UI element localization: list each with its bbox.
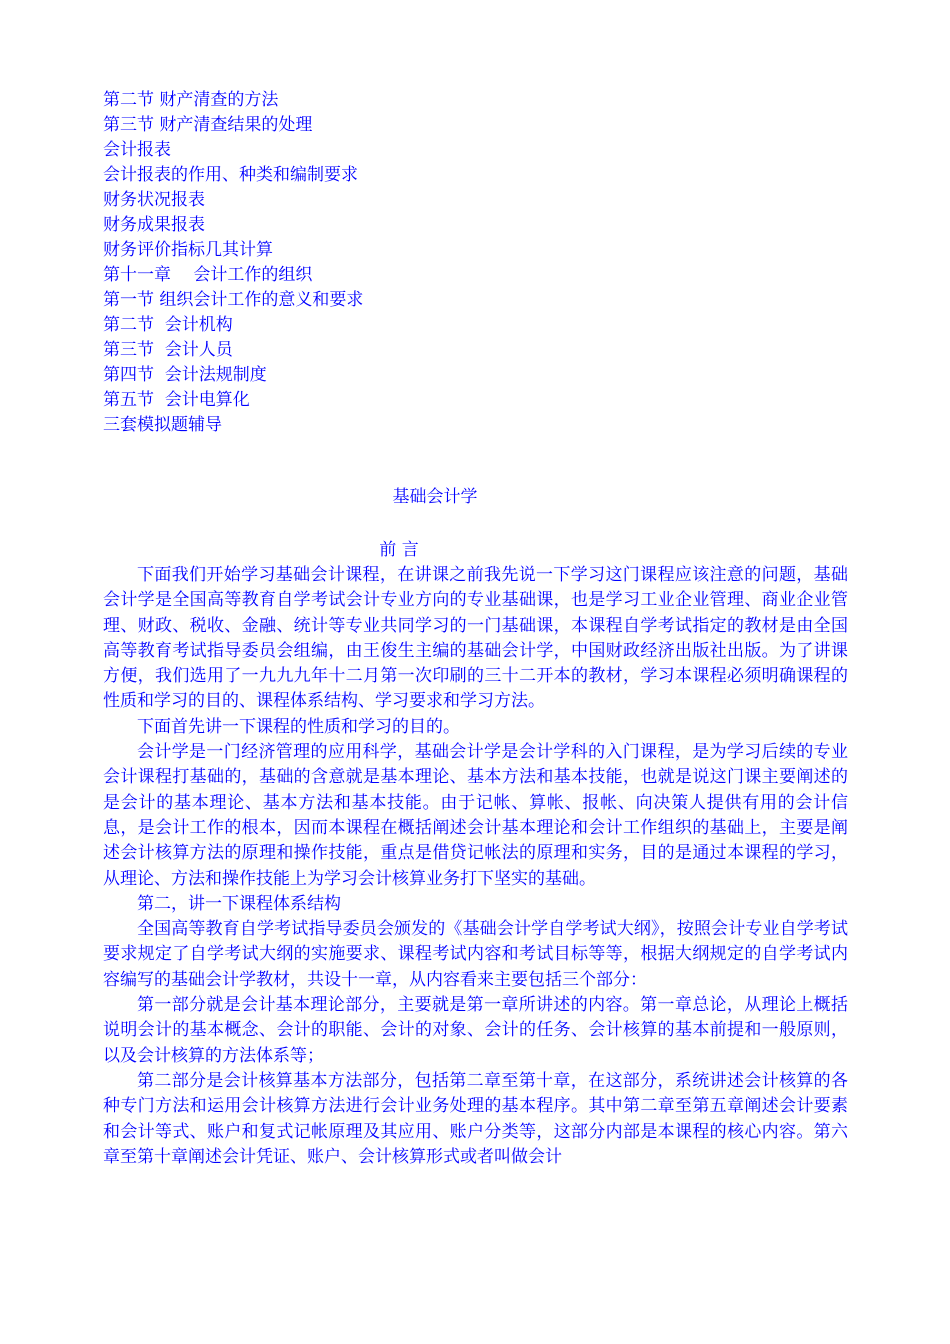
toc-item[interactable]: 财务评价指标几其计算 <box>103 240 273 260</box>
toc-item[interactable]: 第一节 组织会计工作的意义和要求 <box>103 290 364 310</box>
book-title: 基础会计学 <box>392 487 478 507</box>
toc-item[interactable]: 三套模拟题辅导 <box>103 415 222 435</box>
paragraph: 全国高等教育自学考试指导委员会颁发的《基础会计学自学考试大纲》，按照会计专业自学考试要求规定了自学考试大纲的实施要求、课程考试内容和考试目标等等，根据大纲规定的自学考试内容编写的基础会计学教材，共设十一章，从内容看来主要包括三个部分： <box>103 919 848 990</box>
paragraph: 第一部分就是会计基本理论部分，主要就是第一章所讲述的内容。第一章总论，从理论上概括说明会计的基本概念、会计的职能、会计的对象、会计的任务、会计核算的基本前提和一般原则，以及会计核算的方法体系等； <box>103 995 848 1066</box>
toc-item[interactable]: 第三节 会计人员 <box>103 340 233 360</box>
toc-item[interactable]: 会计报表的作用、种类和编制要求 <box>103 165 358 185</box>
toc-item[interactable]: 财务成果报表 <box>103 215 205 235</box>
preface-title: 前 言 <box>379 540 419 560</box>
paragraph: 下面首先讲一下课程的性质和学习的目的。 <box>137 716 460 737</box>
toc-item[interactable]: 第十一章 会计工作的组织 <box>103 265 313 285</box>
table-of-contents <box>103 88 823 438</box>
toc-item[interactable]: 第二节 财产清查的方法 <box>103 90 279 110</box>
paragraph: 下面我们开始学习基础会计课程，在讲课之前我先说一下学习这门课程应该注意的问题，基础会计学是全国高等教育自学考试会计专业方向的专业基础课，也是学习工业企业管理、商业企业管理、财政、税收、金融、统计等专业共同学习的一门基础课，本课程自学考试指定的教材是由全国高等教育考试指导委员会组编，由王俊生主编的基础会计学，中国财政经济出版社出版。为了讲课方便，我们选用了一九九九年十二月第一次印刷的三十二开本的教材，学习本课程必须明确课程的性质和学习的目的、课程体系结构、学习要求和学习方法。 <box>103 565 848 712</box>
toc-item[interactable]: 财务状况报表 <box>103 190 205 210</box>
paragraph: 第二部分是会计核算基本方法部分，包括第二章至第十章，在这部分，系统讲述会计核算的各种专门方法和运用会计核算方法进行会计业务处理的基本程序。其中第二章至第五章阐述会计要素和会计等式、账户和复式记帐原理及其应用、账户分类等，这部分内部是本课程的核心内容。第六章至第十章阐述会计凭证、账户、会计核算形式或者叫做会计 <box>103 1070 848 1167</box>
toc-item[interactable]: 第五节 会计电算化 <box>103 390 250 410</box>
toc-item[interactable]: 第二节 会计机构 <box>103 315 233 335</box>
preface-body <box>103 563 848 1170</box>
toc-item[interactable]: 第四节 会计法规制度 <box>103 365 267 385</box>
toc-item[interactable]: 第三节 财产清查结果的处理 <box>103 115 313 135</box>
paragraph: 第二，讲一下课程体系结构 <box>137 893 341 914</box>
paragraph: 会计学是一门经济管理的应用科学，基础会计学是会计学科的入门课程，是为学习后续的专业会计课程打基础的，基础的含意就是基本理论、基本方法和基本技能，也就是说这门课主要阐述的是会计的基本理论、基本方法和基本技能。由于记帐、算帐、报帐、向决策人提供有用的会计信息，是会计工作的根本，因而本课程在概括阐述会计基本理论和会计工作组织的基础上，主要是阐述会计核算方法的原理和操作技能，重点是借贷记帐法的原理和实务，目的是通过本课程的学习，从理论、方法和操作技能上为学习会计核算业务打下坚实的基础。 <box>103 742 848 889</box>
toc-item[interactable]: 会计报表 <box>103 140 171 160</box>
